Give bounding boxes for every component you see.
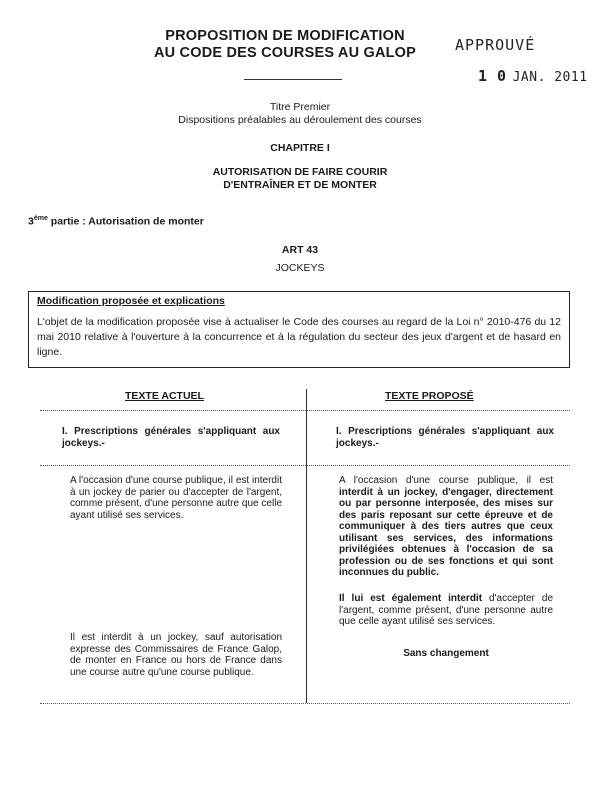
explanation-text: L'objet de la modification proposée vise à actualiser le Code des courses au regard de la Loi n° 2010-476 du 12 mai 2010 relative à l'ouverture à la concurrence et à la régulation du secteur des jeux d'argent et de hasard en ligne. xyxy=(37,316,561,358)
chapitre-label: CHAPITRE I xyxy=(270,142,330,154)
partie-heading xyxy=(28,215,204,228)
explanation-heading: Modification proposée et explications xyxy=(37,295,225,307)
partie-text: partie : Autorisation de monter xyxy=(47,215,204,228)
right-paragraph-2-normal: d'accepter de l'argent, comme présent, d'une personne autre que celle ayant utilisé ses services. xyxy=(339,593,553,627)
title-divider xyxy=(244,79,342,80)
column-divider xyxy=(306,389,307,703)
title-line-2: AU CODE DES COURSES AU GALOP xyxy=(153,45,417,61)
partie-num: 3 xyxy=(28,215,34,228)
right-section-title: I. Prescriptions générales s'appliquant aux jockeys.- xyxy=(336,426,554,449)
titre-block xyxy=(40,101,560,127)
right-paragraph-1-bold: interdit à un jockey, d'engager, directement ou par personne interposée, des mises sur des paris reposant sur cette épreuve et de communiquer à des tiers autres que ceux utilisant ses services, des informations privilégiées obtenues à l'occasion de sa profession ou de ses fonctions et qui sont inconnues du public. xyxy=(339,486,553,578)
left-section-title: I. Prescriptions générales s'appliquant aux jockeys.- xyxy=(62,426,280,449)
title-line-1: PROPOSITION DE MODIFICATION xyxy=(165,28,405,44)
right-column-header: TEXTE PROPOSÉ xyxy=(385,390,474,402)
approval-stamp: APPROUVÉ xyxy=(455,36,536,54)
right-paragraph-2 xyxy=(339,593,553,628)
left-paragraph-1: A l'occasion d'une course publique, il est interdit à un jockey de parier ou d'accepter de l'argent, comme présent, d'une personne autre que celle ayant utilisé ses services. xyxy=(70,475,282,521)
explanation-box xyxy=(28,291,570,368)
date-stamp xyxy=(478,67,588,85)
dotted-separator xyxy=(40,465,570,466)
dotted-separator xyxy=(40,703,570,704)
right-paragraph-2-bold: Il lui est également interdit xyxy=(339,593,483,604)
article-label: ART 43 xyxy=(281,244,319,256)
document-title xyxy=(130,28,440,62)
titre-line-1: Titre Premier xyxy=(269,101,331,113)
article-subtitle: JOCKEYS xyxy=(275,262,325,274)
titre-line-2: Dispositions préalables au déroulement des courses xyxy=(178,114,422,126)
left-column-header: TEXTE ACTUEL xyxy=(125,390,204,402)
partie-sup: ème xyxy=(33,215,48,222)
stamp-date: JAN. 2011 xyxy=(512,70,588,85)
dotted-separator xyxy=(40,410,570,411)
unchanged-note: Sans changement xyxy=(403,648,489,659)
stamp-day: 1 0 xyxy=(478,67,507,85)
right-paragraph-1 xyxy=(339,475,553,579)
right-paragraph-1-normal: A l'occasion d'une course publique, il est xyxy=(339,475,553,486)
left-paragraph-2: Il est interdit à un jockey, sauf autorisation expresse des Commissaires de France Galop, de monter en France ou hors de France dans une course autre qu'une course publique. xyxy=(70,632,282,678)
chapitre-title xyxy=(40,166,560,192)
chapitre-line-1: AUTORISATION DE FAIRE COURIR xyxy=(212,166,388,178)
chapitre-line-2: D'ENTRAÎNER ET DE MONTER xyxy=(223,179,377,191)
